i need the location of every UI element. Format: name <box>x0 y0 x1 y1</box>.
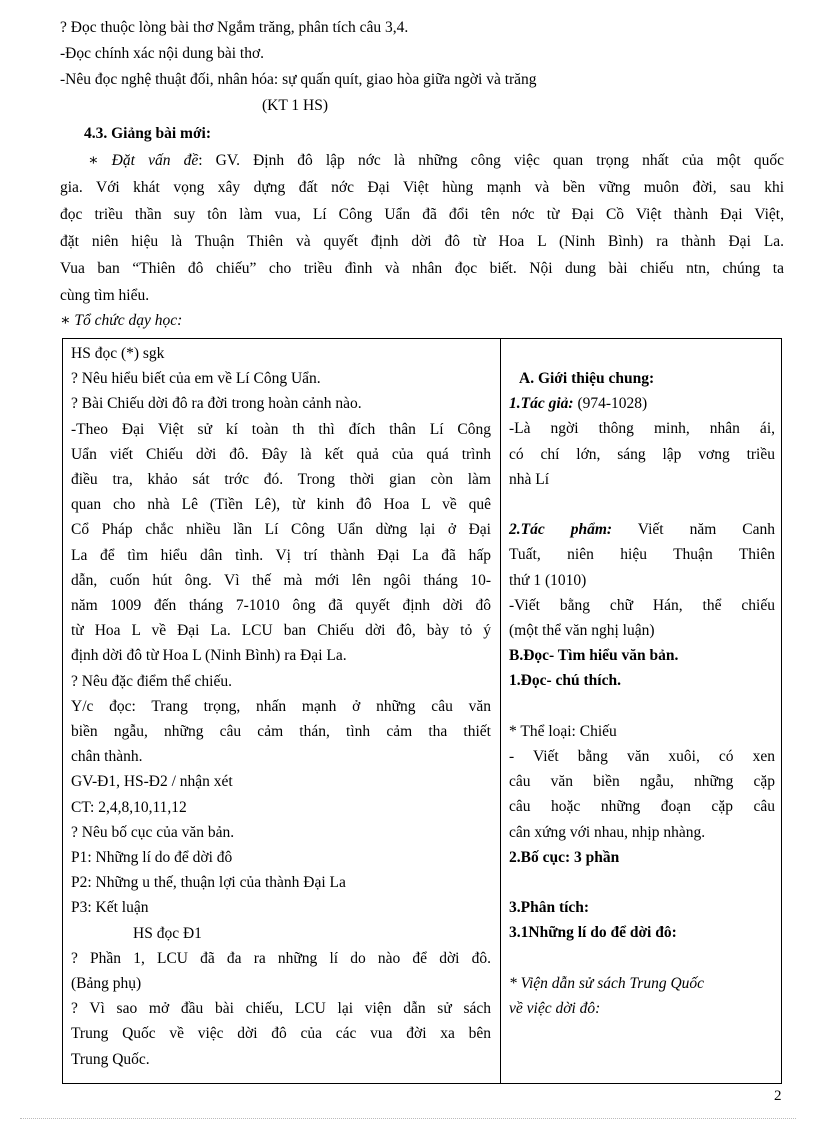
table-row: ? Nêu đặc điểm thể chiếu. <box>71 672 232 690</box>
table-row: (Bảng phụ) <box>71 975 142 993</box>
table-row: ? Nêu bố cục của văn bản. <box>71 823 235 841</box>
table-row: ? Phần 1, LCU đã đa ra những lí do nào để dời đô. <box>71 949 491 967</box>
table-row: Cổ Pháp chắc nhiều lần Lí Công Uẩn dừng lại ở Đại <box>71 521 491 539</box>
intro-line-5: Vua ban “Thiên đô chiếu” cho triều đình và nhân đọc biết. Nội dung bài chiếu ntn, chúng ta <box>60 260 784 277</box>
author-years: (974-1028) <box>573 395 648 413</box>
table-row: ? Vì sao mở đầu bài chiếu, LCU lại viện dẫn sử sách <box>71 1000 491 1018</box>
list-item: -Là ngời thông minh, nhân ái, <box>509 420 775 438</box>
table-row: Trung Quốc về việc dời đô của các vua đời xa bên <box>71 1025 491 1043</box>
review-answer-1: -Đọc chính xác nội dung bài thơ. <box>60 45 265 62</box>
table-row: P1: Những lí do để dời đô <box>71 849 233 867</box>
intro-line-2: gia. Với khát vọng xây dựng đất nớc Đại Việt hùng mạnh và bền vững muôn đời, sau khi <box>60 179 784 196</box>
intro-line-4: đặt niên hiệu là Thuận Thiên và quyết định dời đô từ Hoa L (Ninh Bình) ra thành Đại La. <box>60 233 784 250</box>
lesson-table <box>62 338 782 1084</box>
intro-line-1: ∗ Đặt vấn đề: GV. Định đô lập nớc là những công việc quan trọng nhất của một quốc <box>88 152 785 169</box>
review-answer-2: -Nêu đọc nghệ thuật đối, nhân hóa: sự quấn quít, giao hòa giữa ngời và trăng <box>60 71 537 88</box>
table-row: ? Bài Chiếu dời đô ra đời trong hoàn cảnh nào. <box>71 395 362 413</box>
intro-label: ∗ Đặt vấn đề <box>88 152 199 169</box>
intro-title: A. Giới thiệu chung: <box>519 370 655 387</box>
list-item: Tuất, niên hiệu Thuận Thiên <box>509 546 775 564</box>
work-label: 2.Tác phẩm: <box>509 521 613 539</box>
table-row: Uẩn viết Chiếu dời đô. Đây là kết quả của quá trình <box>71 445 491 463</box>
list-item: thứ 1 (1010) <box>509 571 587 589</box>
citation-line-1: * Viện dẫn sử sách Trung Quốc <box>509 974 705 992</box>
table-row: điều tra, khảo sát trớc đó. Trong thời gian còn làm <box>71 471 491 489</box>
list-item: nhà Lí <box>509 470 550 488</box>
table-row: định dời đô từ Hoa L (Ninh Bình) ra Đại La. <box>71 647 347 665</box>
list-item: câu văn biền ngẫu, những cặp <box>509 773 775 791</box>
reading-section-title: B.Đọc- Tìm hiểu văn bản. <box>509 647 679 665</box>
table-row: HS đọc (*) sgk <box>71 345 165 362</box>
table-row: năm 1009 đến tháng 7-1010 ông đã quyết định dời đô <box>71 597 491 615</box>
author-line <box>509 391 775 416</box>
page-number: 2 <box>774 1088 782 1104</box>
column-divider <box>500 339 501 1083</box>
table-row: từ Hoa L về Đại La. LCU ban Chiếu dời đô, bày tỏ ý <box>71 622 491 640</box>
table-row: CT: 2,4,8,10,11,12 <box>71 798 187 816</box>
organization-label: ∗ Tổ chức dạy học: <box>60 312 183 329</box>
table-row: P2: Những u thế, thuận lợi của thành Đại La <box>71 874 346 892</box>
review-note: (KT 1 HS) <box>262 97 329 114</box>
analysis-title: 3.Phân tích: <box>509 899 590 917</box>
table-row: HS đọc Đ1 <box>133 924 202 942</box>
table-row: P3: Kết luận <box>71 899 149 917</box>
list-item: cân xứng với nhau, nhịp nhàng. <box>509 823 706 841</box>
table-row: Trung Quốc. <box>71 1050 150 1068</box>
table-row: ? Nêu hiểu biết của em về Lí Công Uẩn. <box>71 370 321 388</box>
table-row: La để tìm hiểu dân tình. Vị trí thành Đại La đã hấp <box>71 546 491 564</box>
list-item: (một thể văn nghị luận) <box>509 622 655 640</box>
table-row: chân thành. <box>71 748 143 766</box>
table-row: quan cho nhà Lê (Tiền Lê), từ kinh đô Hoa L về quê <box>71 496 491 514</box>
section-heading: 4.3. Giảng bài mới: <box>84 125 211 142</box>
list-item: câu hoặc những đoạn cặp câu <box>509 798 775 816</box>
intro-line-6: cùng tìm hiểu. <box>60 287 150 304</box>
citation-line-2: về việc dời đô: <box>509 1000 601 1018</box>
genre-line: * Thể loại: Chiếu <box>509 722 617 740</box>
teacher-activity-column <box>71 341 491 1072</box>
footer-divider <box>20 1118 796 1119</box>
author-label: 1.Tác giả: <box>509 395 574 413</box>
intro-line-3: đọc triều thần suy tôn làm vua, Lí Công Uẩn đã đổi tên nớc từ Đại Cồ Việt thành Đại Việt, <box>60 206 784 223</box>
list-item: -Viết bằng chữ Hán, thể chiếu <box>509 596 775 614</box>
work-line: 2.Tác phẩm: Viết năm Canh <box>509 521 775 539</box>
reasons-title: 3.1Những lí do để dời đô: <box>509 924 677 942</box>
table-row: dẫn, cuốn hút ông. Vì thế mà mới lên ngôi tháng 10- <box>71 571 491 589</box>
table-row: Y/c đọc: Trang trọng, nhấn mạnh ở những câu văn <box>71 697 491 715</box>
review-question: ? Đọc thuộc lòng bài thơ Ngắm trăng, phân tích câu 3,4. <box>60 19 409 36</box>
content-column <box>509 366 775 1021</box>
layout-title: 2.Bố cục: 3 phần <box>509 848 620 866</box>
reading-annotation-title: 1.Đọc- chú thích. <box>509 672 621 690</box>
table-row: biền ngẫu, những câu cảm thán, tình cảm tha thiết <box>71 723 491 741</box>
list-item: - Viết bằng văn xuôi, có xen <box>509 748 775 766</box>
list-item: có chí lớn, sáng lập vơng triều <box>509 445 775 463</box>
table-row: GV-Đ1, HS-Đ2 / nhận xét <box>71 773 233 791</box>
table-row: -Theo Đại Việt sử kí toàn th thì đích thân Lí Công <box>71 420 491 438</box>
